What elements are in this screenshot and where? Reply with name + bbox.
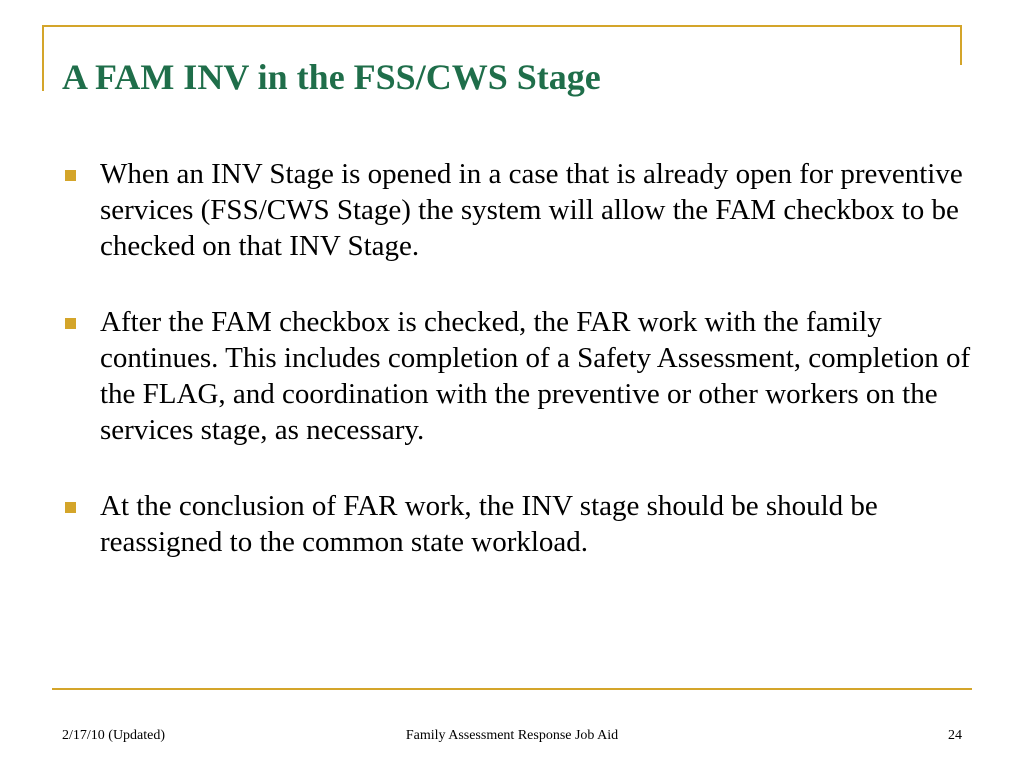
page-number: 24 (948, 728, 962, 743)
bullet-item (62, 304, 974, 448)
slide-title: A FAM INV in the FSS/CWS Stage (62, 57, 601, 97)
frame-left-line (42, 25, 44, 91)
bullet-text: At the conclusion of FAR work, the INV stage should be should be reassigned to the common state workload. (100, 490, 878, 558)
bullet-item (62, 156, 974, 264)
square-bullet-icon (65, 170, 76, 181)
frame-top-line (42, 25, 962, 27)
footer-title: Family Assessment Response Job Aid (405, 728, 619, 743)
square-bullet-icon (65, 318, 76, 329)
bullet-list (62, 156, 974, 600)
bullet-item (62, 488, 974, 560)
frame-right-line (960, 25, 962, 65)
footer-date: 2/17/10 (Updated) (62, 728, 166, 743)
bullet-text: After the FAM checkbox is checked, the FAR work with the family continues. This includes completion of a Safety Assessment, completion of the FLAG, and coordination with the preventive or other workers on the services stage, as necessary. (100, 306, 971, 446)
square-bullet-icon (65, 502, 76, 513)
bullet-text: When an INV Stage is opened in a case that is already open for preventive services (FSS/CWS Stage) the system will allow the FAM checkbox to be checked on that INV Stage. (100, 158, 963, 262)
footer-divider (52, 688, 972, 690)
